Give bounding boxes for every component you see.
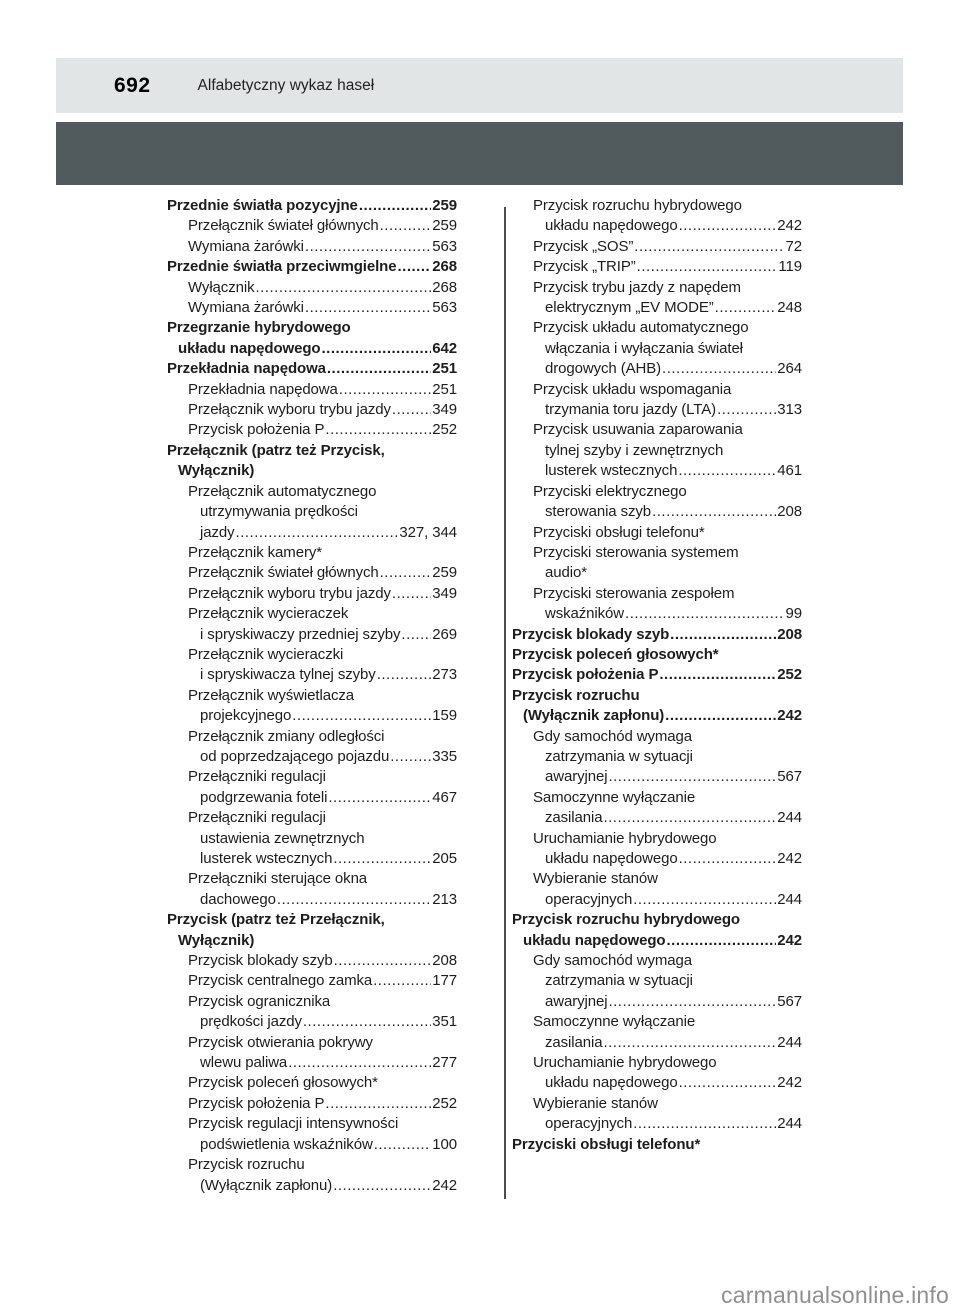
index-entry-row xyxy=(167,482,457,502)
entry-text: i spryskiwaczy przedniej szyby xyxy=(200,625,401,643)
entry-page: 563 xyxy=(432,299,457,317)
index-entry-row xyxy=(512,1012,802,1032)
entry-page: 349 xyxy=(432,584,457,602)
entry-page: 259 xyxy=(432,564,457,582)
index-entry-row xyxy=(167,1155,457,1175)
dot-leader xyxy=(305,298,431,318)
entry-text: Gdy samochód wymaga xyxy=(533,952,693,970)
entry-text: Przyciski obsługi telefonu* xyxy=(512,1135,701,1153)
entry-page: 251 xyxy=(432,360,457,378)
entry-text: układu napędowego xyxy=(545,1074,678,1092)
dot-leader xyxy=(662,359,776,379)
entry-text: zasilania xyxy=(545,809,603,827)
chapter-tab-bar xyxy=(56,122,903,185)
entry-text: Przycisk (patrz też Przełącznik, xyxy=(167,911,385,929)
index-entry-row xyxy=(167,869,457,889)
index-entry-row xyxy=(512,992,802,1012)
dot-leader xyxy=(339,380,431,400)
index-entry-row xyxy=(512,461,802,481)
entry-page: 244 xyxy=(777,1033,802,1051)
entry-text: Przycisk trybu jazdy z napędem xyxy=(533,278,741,296)
entry-page: 642 xyxy=(432,339,457,357)
index-entry-row xyxy=(167,400,457,420)
index-entry-row xyxy=(512,543,802,563)
entry-text: włączania i wyłączania świateł xyxy=(545,339,743,357)
index-entry-row xyxy=(167,584,457,604)
index-entry-row xyxy=(167,625,457,645)
entry-page: 259 xyxy=(432,217,457,235)
dot-leader xyxy=(397,257,431,277)
entry-text: Przycisk położenia P xyxy=(512,666,659,684)
entry-text: Samoczynne wyłączanie xyxy=(533,788,696,806)
entry-page: 177 xyxy=(432,972,457,990)
dot-leader xyxy=(659,665,776,685)
index-entry-row xyxy=(512,829,802,849)
index-entry-row xyxy=(167,890,457,910)
entry-text: Przełącznik wyboru trybu jazdy xyxy=(188,401,391,419)
entry-page: 351 xyxy=(432,1013,457,1031)
entry-text: Przycisk układu automatycznego xyxy=(533,319,749,337)
entry-text: Przednie światła przeciwmgielne xyxy=(167,258,397,276)
entry-text: Przekładnia napędowa xyxy=(188,380,338,398)
entry-page: 244 xyxy=(777,809,802,827)
index-entry-row xyxy=(512,645,802,665)
entry-text: jazdy xyxy=(200,523,235,541)
index-entry-row xyxy=(167,339,457,359)
entry-text: lusterek wstecznych xyxy=(200,850,333,867)
index-entry-row xyxy=(167,502,457,522)
index-right-column xyxy=(512,196,802,1155)
index-entry-row xyxy=(512,1073,802,1093)
index-entry-row xyxy=(512,1094,802,1114)
index-entry-row xyxy=(167,788,457,808)
entry-page: 205 xyxy=(432,850,457,867)
index-entry-row xyxy=(167,951,457,971)
entry-text: zatrzymania w sytuacji xyxy=(545,747,693,765)
entry-text: prędkości jazdy xyxy=(200,1013,302,1031)
entry-text: Przełącznik wycieraczki xyxy=(188,645,344,663)
entry-text: Przycisk układu wspomagania xyxy=(533,380,732,398)
index-entry-row xyxy=(167,1135,457,1155)
dot-leader xyxy=(634,237,784,257)
dot-leader xyxy=(392,400,431,420)
entry-text: Przełącznik (patrz też Przycisk, xyxy=(167,441,385,459)
entry-text: Przycisk położenia P xyxy=(188,1094,325,1112)
entry-text: Przyciski sterowania zespołem xyxy=(533,584,735,602)
entry-text: Przełącznik kamery* xyxy=(188,543,322,561)
entry-text: Przycisk regulacji intensywności xyxy=(188,1115,399,1133)
entry-page: 264 xyxy=(777,360,802,378)
index-entry-row xyxy=(512,584,802,604)
index-entry-row xyxy=(512,318,802,338)
entry-text: Przycisk otwierania pokrywy xyxy=(188,1033,373,1051)
column-divider xyxy=(504,207,506,1199)
page-header-bar xyxy=(56,58,903,113)
entry-text: Wyłącznik) xyxy=(178,931,255,949)
dot-leader xyxy=(305,237,431,257)
index-entry-row xyxy=(512,380,802,400)
index-entry-row xyxy=(167,278,457,298)
index-entry-row xyxy=(167,1176,457,1196)
entry-page: 244 xyxy=(777,890,802,908)
entry-page: 248 xyxy=(777,299,802,317)
entry-text: Przyciski elektrycznego xyxy=(533,482,687,500)
dot-leader xyxy=(633,890,776,910)
entry-text: Wymiana żarówki xyxy=(188,237,304,255)
index-entry-row xyxy=(167,747,457,767)
index-entry-row xyxy=(512,808,802,828)
dot-leader xyxy=(377,665,432,685)
entry-page: 251 xyxy=(432,380,457,398)
entry-text: Przycisk „SOS” xyxy=(533,237,634,255)
entry-text: Przełącznik świateł głównych xyxy=(188,217,379,235)
entry-text: Przełącznik wyboru trybu jazdy xyxy=(188,584,391,602)
entry-page: 208 xyxy=(777,625,802,643)
index-entry-row xyxy=(512,767,802,787)
dot-leader xyxy=(333,849,431,869)
index-entry-row xyxy=(512,523,802,543)
index-entry-row xyxy=(512,196,802,216)
index-entry-row xyxy=(167,767,457,787)
entry-text: Przełącznik świateł głównych xyxy=(188,564,379,582)
entry-text: Wybieranie stanów xyxy=(533,1094,658,1112)
entry-page: 242 xyxy=(432,1176,457,1194)
index-entry-row xyxy=(512,1114,802,1134)
index-entry-row xyxy=(167,380,457,400)
page-title: Alfabetyczny wykaz haseł xyxy=(197,76,375,94)
entry-text: Wyłącznik xyxy=(188,278,255,296)
index-entry-row xyxy=(512,216,802,236)
dot-leader xyxy=(652,502,776,522)
dot-leader xyxy=(373,971,431,991)
entry-text: utrzymywania prędkości xyxy=(200,503,358,521)
entry-page: 208 xyxy=(777,503,802,521)
entry-page: 313 xyxy=(777,401,802,419)
dot-leader xyxy=(401,625,431,645)
entry-text: Wybieranie stanów xyxy=(533,870,658,888)
index-entry-row xyxy=(167,298,457,318)
index-entry-row xyxy=(167,523,457,543)
index-left-column xyxy=(167,196,457,1196)
dot-leader xyxy=(608,767,776,787)
index-entry-row xyxy=(167,992,457,1012)
dot-leader xyxy=(380,563,432,583)
index-entry-row xyxy=(167,563,457,583)
entry-text: Przycisk położenia P xyxy=(188,421,325,439)
dot-leader xyxy=(678,461,776,481)
index-entry-row xyxy=(167,645,457,665)
entry-page: 252 xyxy=(777,666,802,684)
entry-text: układu napędowego xyxy=(545,850,678,867)
entry-text: (Wyłącznik zapłonu) xyxy=(523,707,665,725)
dot-leader xyxy=(328,788,431,808)
entry-text: (Wyłącznik zapłonu) xyxy=(200,1176,333,1194)
index-entry-row xyxy=(512,400,802,420)
index-entry-row xyxy=(167,808,457,828)
entry-text: Gdy samochód wymaga xyxy=(533,727,693,745)
entry-text: Przycisk rozruchu hybrydowego xyxy=(533,197,742,214)
entry-text: Przełącznik wycieraczek xyxy=(188,605,349,623)
entry-text: Samoczynne wyłączanie xyxy=(533,1013,696,1031)
index-entry-row xyxy=(512,604,802,624)
dot-leader xyxy=(380,216,432,236)
dot-leader xyxy=(679,849,777,869)
entry-page: 273 xyxy=(432,666,457,684)
entry-text: Przycisk usuwania zaparowania xyxy=(533,421,743,439)
index-entry-row xyxy=(167,1094,457,1114)
index-entry-row xyxy=(167,604,457,624)
entry-page: 252 xyxy=(432,421,457,439)
entry-text: zatrzymania w sytuacji xyxy=(545,972,693,990)
dot-leader xyxy=(392,584,431,604)
index-entry-row xyxy=(512,706,802,726)
entry-text: Przycisk „TRIP” xyxy=(533,258,636,276)
entry-text: Przycisk centralnego zamka xyxy=(188,972,373,990)
entry-text: tylnej szyby i zewnętrznych xyxy=(545,441,724,459)
entry-text: Przycisk rozruchu hybrydowego xyxy=(512,911,740,929)
entry-text: Przycisk ogranicznika xyxy=(188,992,331,1010)
entry-text: Uruchamianie hybrydowego xyxy=(533,1054,717,1072)
entry-text: Przełącznik wyświetlacza xyxy=(188,686,354,704)
index-entry-row xyxy=(512,482,802,502)
entry-text: trzymania toru jazdy (LTA) xyxy=(545,401,717,419)
entry-text: Przełącznik automatycznego xyxy=(188,482,377,500)
dot-leader xyxy=(637,257,778,277)
entry-page: 567 xyxy=(777,992,802,1010)
index-entry-row xyxy=(512,788,802,808)
entry-page: 259 xyxy=(432,197,457,214)
dot-leader xyxy=(717,400,776,420)
entry-text: od poprzedzającego pojazdu xyxy=(200,747,390,765)
dot-leader xyxy=(633,1114,776,1134)
entry-text: Przegrzanie hybrydowego xyxy=(167,319,351,337)
entry-text: Przełączniki sterujące okna xyxy=(188,870,368,888)
entry-page: 269 xyxy=(432,625,457,643)
index-entry-row xyxy=(512,727,802,747)
dot-leader xyxy=(277,890,431,910)
index-entry-row xyxy=(512,625,802,645)
index-entry-row xyxy=(167,461,457,481)
index-entry-row xyxy=(512,747,802,767)
dot-leader xyxy=(665,706,776,726)
index-entry-row xyxy=(512,1135,802,1155)
entry-text: Przyciski obsługi telefonu* xyxy=(533,523,705,541)
index-entry-row xyxy=(512,910,802,930)
index-entry-row xyxy=(167,849,457,869)
entry-text: lusterek wstecznych xyxy=(545,462,678,480)
index-entry-row xyxy=(512,441,802,461)
dot-leader xyxy=(715,298,777,318)
dot-leader xyxy=(359,196,431,216)
watermark: carmanualsonline.info xyxy=(721,1282,949,1308)
entry-text: sterowania szyb xyxy=(545,503,652,521)
entry-text: Przekładnia napędowa xyxy=(167,360,326,378)
index-entry-row xyxy=(167,257,457,277)
entry-text: Wymiana żarówki xyxy=(188,299,304,317)
index-entry-row xyxy=(167,196,457,216)
entry-page: 242 xyxy=(777,850,802,867)
index-entry-row xyxy=(167,237,457,257)
index-entry-row xyxy=(512,951,802,971)
dot-leader xyxy=(625,604,784,624)
index-entry-row xyxy=(512,1033,802,1053)
entry-text: Przednie światła pozycyjne xyxy=(167,197,358,214)
entry-text: podgrzewania foteli xyxy=(200,788,328,806)
entry-text: awaryjnej xyxy=(545,768,608,786)
entry-page: 242 xyxy=(777,217,802,235)
page-number: 692 xyxy=(114,73,151,97)
index-entry-row xyxy=(167,1012,457,1032)
index-entry-row xyxy=(512,849,802,869)
index-entry-row xyxy=(512,890,802,910)
dot-leader xyxy=(603,808,776,828)
dot-leader xyxy=(292,706,431,726)
index-entry-row xyxy=(167,931,457,951)
index-entry-row xyxy=(167,543,457,563)
entry-text: dachowego xyxy=(200,890,276,908)
index-entry-row xyxy=(512,420,802,440)
entry-page: 242 xyxy=(777,931,802,949)
index-entry-row xyxy=(512,971,802,991)
dot-leader xyxy=(325,420,431,440)
dot-leader xyxy=(236,523,399,543)
index-entry-row xyxy=(167,420,457,440)
entry-text: Przycisk rozruchu xyxy=(512,686,640,704)
index-entry-row xyxy=(167,727,457,747)
index-entry-row xyxy=(167,686,457,706)
entry-text: operacyjnych xyxy=(545,1115,633,1133)
entry-text: zasilania xyxy=(545,1033,603,1051)
entry-text: Wyłącznik) xyxy=(178,462,255,480)
entry-text: drogowych (AHB) xyxy=(545,360,662,378)
entry-text: projekcyjnego xyxy=(200,707,292,725)
entry-page: 467 xyxy=(432,788,457,806)
entry-page: 242 xyxy=(777,1074,802,1092)
index-entry-row xyxy=(167,1114,457,1134)
entry-page: 252 xyxy=(432,1094,457,1112)
index-entry-row xyxy=(512,298,802,318)
entry-text: operacyjnych xyxy=(545,890,633,908)
entry-text: i spryskiwacza tylnej szyby xyxy=(200,666,376,684)
index-entry-row xyxy=(512,1053,802,1073)
entry-text: podświetlenia wskaźników xyxy=(200,1135,373,1153)
dot-leader xyxy=(666,931,776,951)
dot-leader xyxy=(288,1053,431,1073)
entry-text: układu napędowego xyxy=(523,931,666,949)
entry-text: Przycisk rozruchu xyxy=(188,1156,305,1174)
index-entry-row xyxy=(167,359,457,379)
entry-text: Przycisk blokady szyb xyxy=(188,952,333,970)
index-entry-row xyxy=(167,910,457,930)
dot-leader xyxy=(334,951,432,971)
entry-text: układu napędowego xyxy=(178,339,321,357)
entry-text: elektrycznym „EV MODE” xyxy=(545,299,714,317)
index-entry-row xyxy=(167,1033,457,1053)
entry-text: Przycisk blokady szyb xyxy=(512,625,670,643)
dot-leader xyxy=(603,1033,776,1053)
index-entry-row xyxy=(512,278,802,298)
entry-page: 563 xyxy=(432,237,457,255)
dot-leader xyxy=(679,1073,777,1093)
entry-page: 567 xyxy=(777,768,802,786)
entry-page: 242 xyxy=(777,707,802,725)
dot-leader xyxy=(255,278,431,298)
entry-page: 213 xyxy=(432,890,457,908)
index-entry-row xyxy=(512,502,802,522)
index-entry-row xyxy=(512,339,802,359)
entry-page: 277 xyxy=(432,1054,457,1072)
index-entry-row xyxy=(512,686,802,706)
index-entry-row xyxy=(167,441,457,461)
index-entry-row xyxy=(167,665,457,685)
entry-page: 335 xyxy=(432,747,457,765)
dot-leader xyxy=(333,1176,431,1196)
index-entry-row xyxy=(167,318,457,338)
entry-page: 349 xyxy=(432,401,457,419)
entry-page: 208 xyxy=(432,952,457,970)
dot-leader xyxy=(679,216,777,236)
index-entry-row xyxy=(167,1073,457,1093)
dot-leader xyxy=(670,625,776,645)
index-entry-row xyxy=(167,706,457,726)
entry-text: ustawienia zewnętrznych xyxy=(200,829,365,847)
entry-text: awaryjnej xyxy=(545,992,608,1010)
entry-text: wlewu paliwa xyxy=(200,1054,288,1072)
entry-page: 244 xyxy=(777,1115,802,1133)
dot-leader xyxy=(374,1135,432,1155)
entry-text: Przycisk poleceń głosowych* xyxy=(188,1074,378,1092)
index-entry-row xyxy=(167,829,457,849)
entry-text: audio* xyxy=(545,564,587,582)
entry-text: Przycisk poleceń głosowych* xyxy=(512,645,719,663)
entry-page: 268 xyxy=(432,278,457,296)
index-entry-row xyxy=(167,1053,457,1073)
entry-page: 119 xyxy=(778,258,802,276)
dot-leader xyxy=(325,1094,431,1114)
index-entry-row xyxy=(512,931,802,951)
entry-page: 72 xyxy=(785,237,802,255)
entry-text: układu napędowego xyxy=(545,217,678,235)
entry-page: 268 xyxy=(432,258,457,276)
entry-page: 99 xyxy=(785,605,802,623)
index-entry-row xyxy=(512,869,802,889)
entry-text: Przełącznik zmiany odległości xyxy=(188,727,385,745)
index-entry-row xyxy=(512,237,802,257)
dot-leader xyxy=(303,1012,431,1032)
entry-text: Przyciski sterowania systemem xyxy=(533,543,739,561)
dot-leader xyxy=(321,339,431,359)
entry-text: Przełączniki regulacji xyxy=(188,768,326,786)
index-entry-row xyxy=(512,257,802,277)
index-entry-row xyxy=(167,971,457,991)
entry-text: Przełączniki regulacji xyxy=(188,809,326,827)
entry-text: Uruchamianie hybrydowego xyxy=(533,829,717,847)
dot-leader xyxy=(608,992,776,1012)
index-entry-row xyxy=(512,665,802,685)
index-entry-row xyxy=(167,216,457,236)
dot-leader xyxy=(327,359,431,379)
entry-text: wskaźników xyxy=(545,605,625,623)
entry-page: 461 xyxy=(777,462,802,480)
entry-page: 159 xyxy=(432,707,457,725)
dot-leader xyxy=(390,747,431,767)
index-entry-row xyxy=(512,563,802,583)
entry-page: 327, 344 xyxy=(399,523,457,541)
entry-page: 100 xyxy=(432,1135,457,1153)
index-entry-row xyxy=(512,359,802,379)
